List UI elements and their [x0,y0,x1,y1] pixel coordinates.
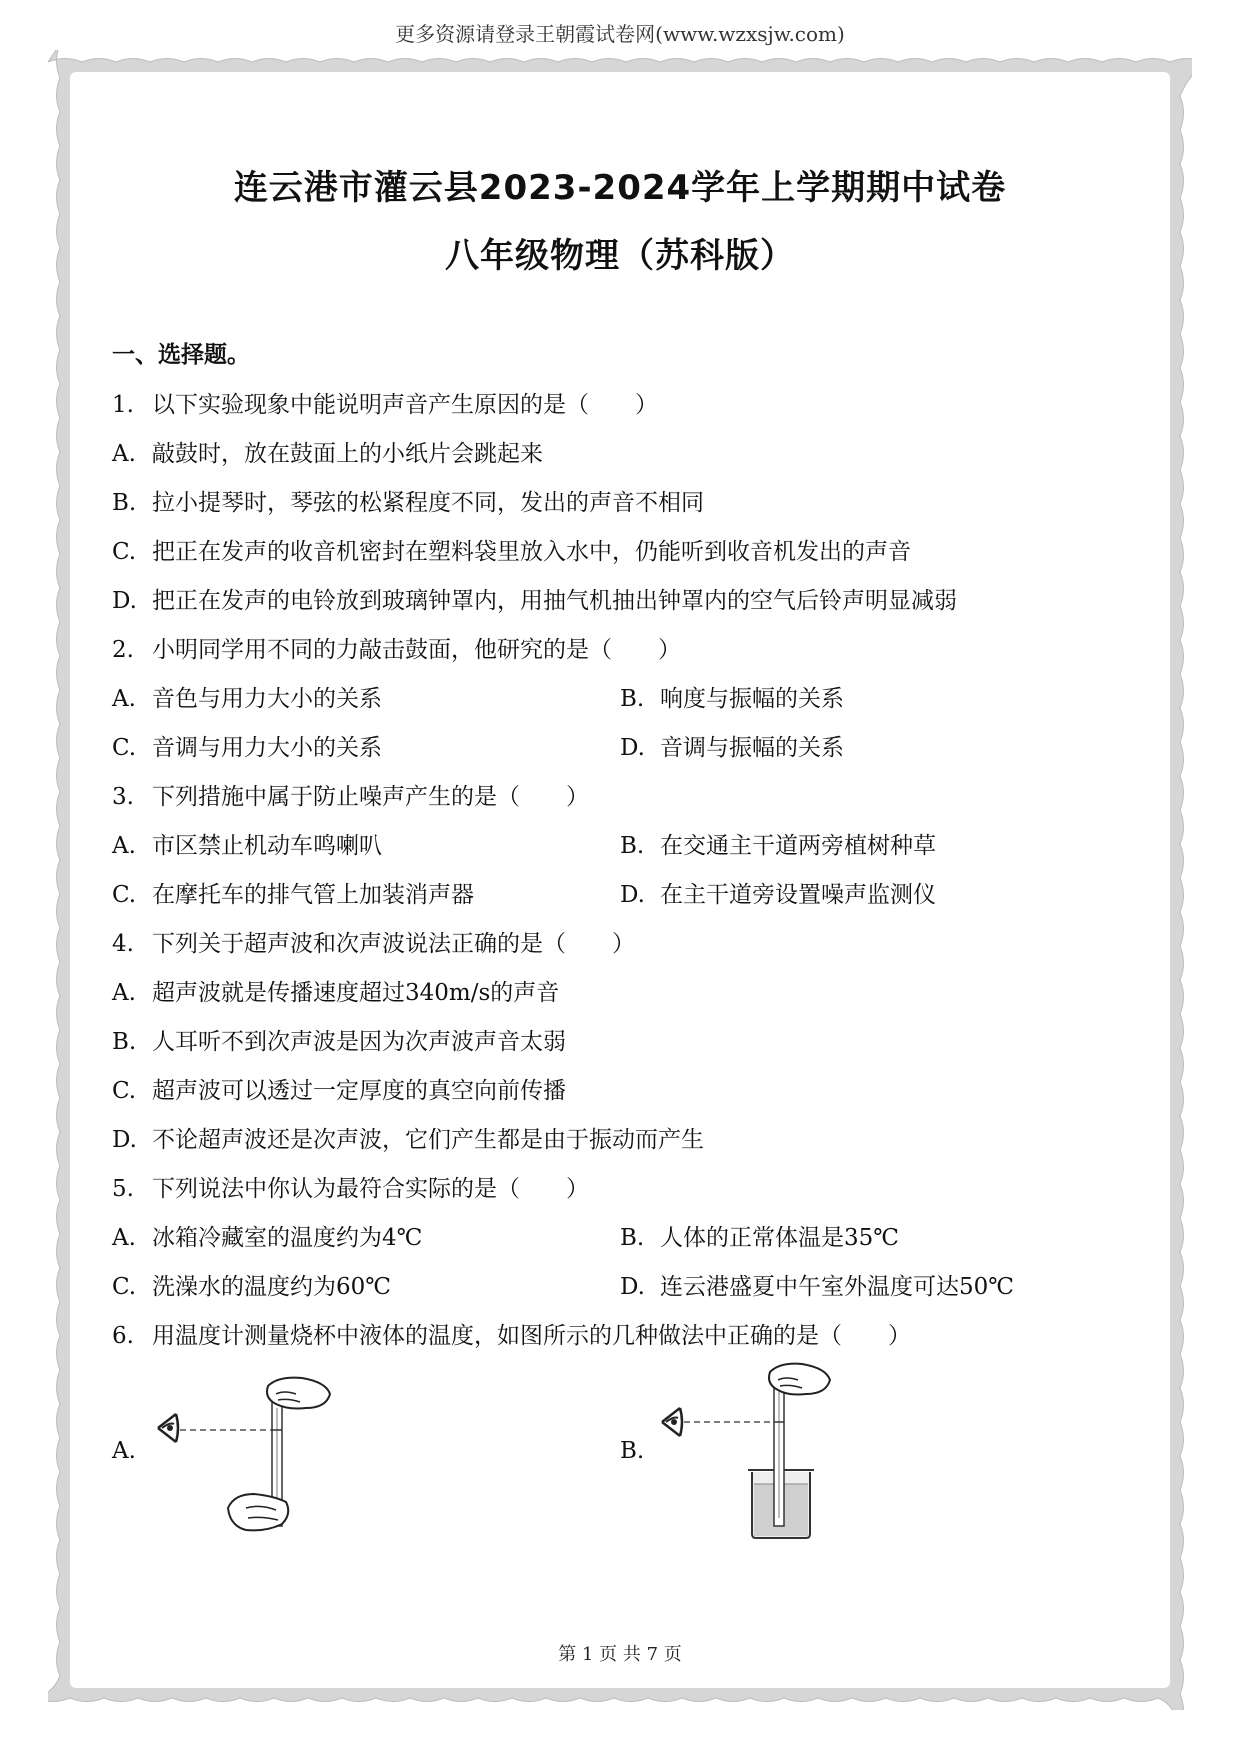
eye-icon [662,1408,682,1436]
page-footer: 第 1 页 共 7 页 [558,1644,682,1665]
thermometer-icon [774,1376,784,1526]
question-6-option-b-label: B. [620,1438,645,1464]
question-1-option-b: B. 拉小提琴时，琴弦的松紧程度不同，发出的声音不相同 [112,490,704,516]
question-1-option-d: D. 把正在发声的电铃放到玻璃钟罩内，用抽气机抽出钟罩内的空气后铃声明显减弱 [112,588,957,614]
question-1-stem: 1. 以下实验现象中能说明声音产生原因的是（ ） [112,392,658,418]
question-4-option-a: A. 超声波就是传播速度超过340m/s的声音 [112,980,560,1006]
question-2-stem: 2. 小明同学用不同的力敲击鼓面，他研究的是（ ） [112,637,681,663]
question-3-option-d: D. 在主干道旁设置噪声监测仪 [620,882,936,908]
section-heading: 一、选择题。 [112,342,250,368]
question-4-option-d: D. 不论超声波还是次声波，它们产生都是由于振动而产生 [112,1127,704,1153]
thermometer-figure-a [150,1368,340,1538]
header-note: 更多资源请登录王朝霞试卷网(www.wzxsjw.com) [395,22,845,46]
question-2-option-b: B. 响度与振幅的关系 [620,686,844,712]
hand-icon [267,1378,330,1409]
eye-icon [158,1414,178,1442]
question-5-option-d: D. 连云港盛夏中午室外温度可达50℃ [620,1274,1014,1300]
question-5-stem: 5. 下列说法中你认为最符合实际的是（ ） [112,1176,589,1202]
question-2-option-d: D. 音调与振幅的关系 [620,735,844,761]
thermometer-figure-b [656,1362,856,1542]
question-6-option-a-label: A. [112,1438,136,1464]
question-3-option-a: A. 市区禁止机动车鸣喇叭 [112,833,382,859]
question-4-option-c: C. 超声波可以透过一定厚度的真空向前传播 [112,1078,566,1104]
question-5-option-c: C. 洗澡水的温度约为60℃ [112,1274,391,1300]
exam-subtitle: 八年级物理（苏科版） [445,236,795,276]
question-3-option-b: B. 在交通主干道两旁植树种草 [620,833,936,859]
question-6-stem: 6. 用温度计测量烧杯中液体的温度，如图所示的几种做法中正确的是（ ） [112,1323,911,1349]
question-4-option-b: B. 人耳听不到次声波是因为次声波声音太弱 [112,1029,566,1055]
question-3-stem: 3. 下列措施中属于防止噪声产生的是（ ） [112,784,589,810]
question-2-option-a: A. 音色与用力大小的关系 [112,686,382,712]
question-1-option-a: A. 敲鼓时，放在鼓面上的小纸片会跳起来 [112,441,543,467]
exam-title: 连云港市灌云县2023-2024学年上学期期中试卷 [233,168,1007,208]
hand-icon [769,1364,830,1395]
question-2-option-c: C. 音调与用力大小的关系 [112,735,382,761]
hand-icon [228,1494,288,1530]
question-5-option-b: B. 人体的正常体温是35℃ [620,1225,899,1251]
question-4-stem: 4. 下列关于超声波和次声波说法正确的是（ ） [112,931,635,957]
question-3-option-c: C. 在摩托车的排气管上加装消声器 [112,882,474,908]
question-5-option-a: A. 冰箱冷藏室的温度约为4℃ [112,1225,423,1251]
question-1-option-c: C. 把正在发声的收音机密封在塑料袋里放入水中，仍能听到收音机发出的声音 [112,539,911,565]
